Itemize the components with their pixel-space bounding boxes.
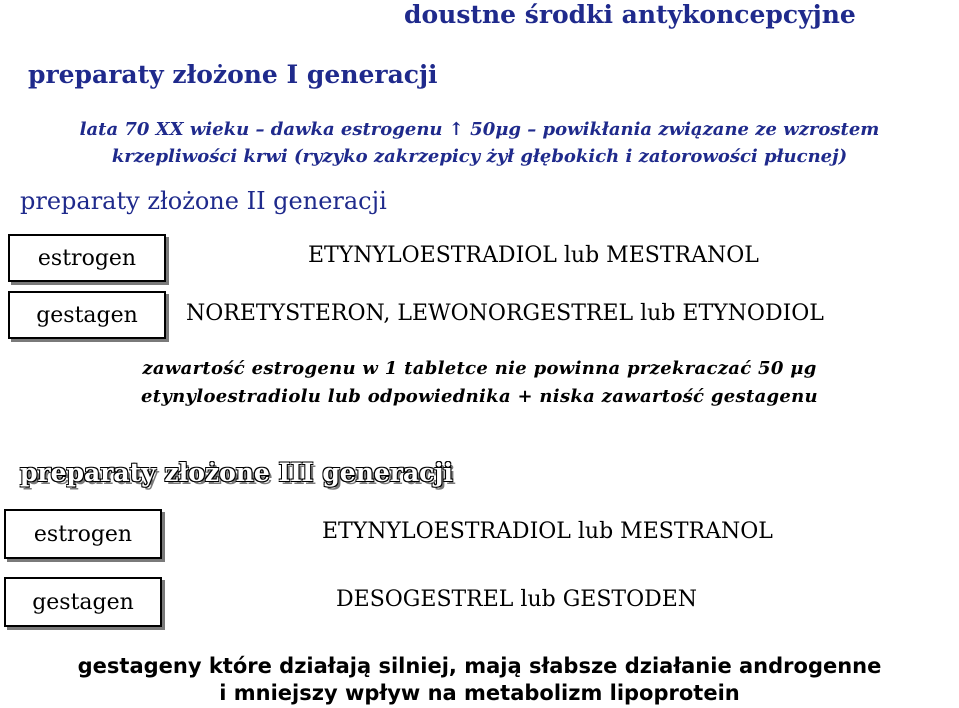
gen1-note-part1: lata 70 XX wieku – dawka estrogenu <box>79 119 443 140</box>
gen3-note-line2: i mniejszy wpływ na metabolizm lipoprotein <box>219 681 740 705</box>
gen2-estrogen-label: estrogen <box>37 245 137 271</box>
gen2-gestagen-box <box>8 291 166 339</box>
gen1-note-line2: krzepliwości krwi (ryzyko zakrzepicy żył głębokich i zatorowości płucnej) <box>111 146 848 167</box>
gen2-estrogen-box <box>8 234 166 282</box>
gen3-note <box>0 653 959 707</box>
gen2-gestagen-label: gestagen <box>36 302 138 328</box>
gen2-note <box>0 355 959 411</box>
gen2-note-line1: zawartość estrogenu w 1 tabletce nie powinna przekraczać 50 μg <box>142 358 817 379</box>
gen3-estrogen-box <box>4 509 162 559</box>
gen3-gestagen-label: gestagen <box>32 589 134 615</box>
page-title: doustne środki antykoncepcyjne <box>404 0 856 29</box>
gen3-estrogen-value: ETYNYLOESTRADIOL lub MESTRANOL <box>322 519 773 544</box>
arrow-up-icon: ↑ <box>448 119 464 140</box>
gen1-note <box>0 116 959 170</box>
gen3-gestagen-value: DESOGESTREL lub GESTODEN <box>336 587 698 612</box>
gen3-note-line1: gestageny które działają silniej, mają słabsze działanie androgenne <box>77 654 882 678</box>
gen1-note-line1 <box>0 116 959 143</box>
gen1-heading: preparaty złożone I generacji <box>28 60 438 89</box>
gen3-gestagen-box <box>4 577 162 627</box>
gen1-note-part2: 50μg – powikłania związane ze wzrostem <box>470 119 880 140</box>
gen2-note-line2: etynyloestradiolu lub odpowiednika + niska zawartość gestagenu <box>141 386 818 407</box>
gen3-heading: preparaty złożone III generacji <box>20 458 453 487</box>
gen2-heading: preparaty złożone II generacji <box>20 187 387 215</box>
gen2-gestagen-value: NORETYSTERON, LEWONORGESTREL lub ETYNODIOL <box>186 301 824 326</box>
gen3-estrogen-label: estrogen <box>33 521 133 547</box>
gen2-estrogen-value: ETYNYLOESTRADIOL lub MESTRANOL <box>308 243 759 268</box>
